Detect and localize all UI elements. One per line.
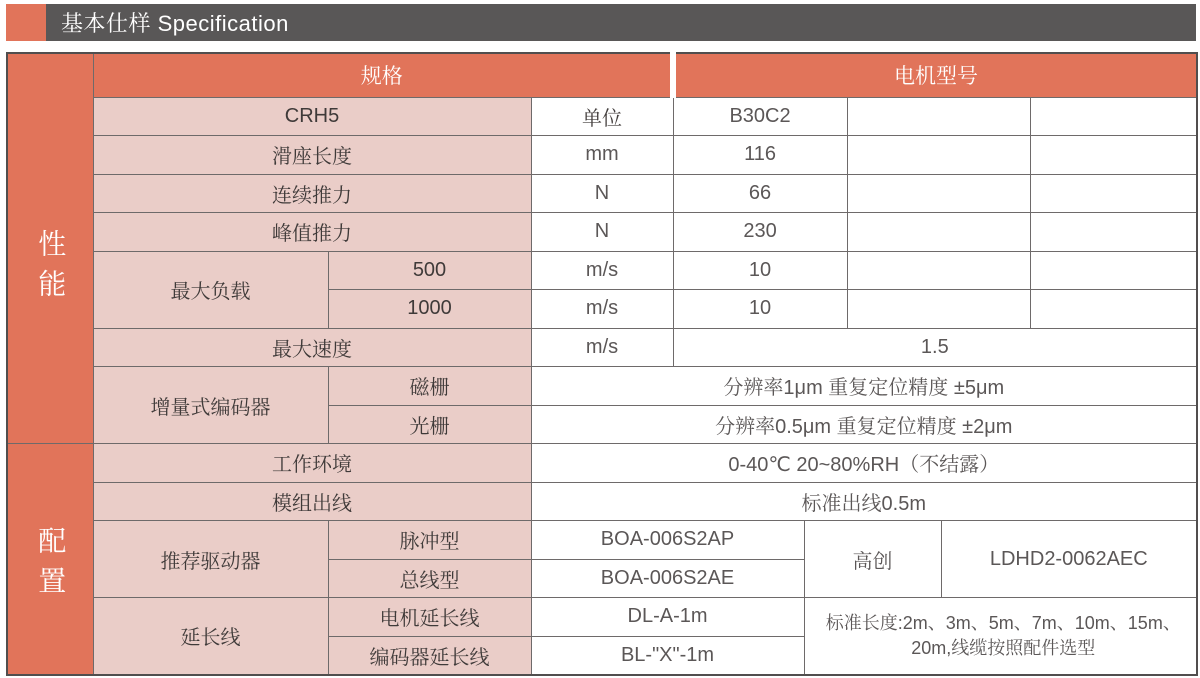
row-label-driver: 推荐驱动器 (93, 521, 328, 598)
section-header (6, 4, 1196, 41)
row-label-module-cable: 模组出线 (93, 482, 531, 521)
unit-cell: m/s (531, 251, 673, 290)
configuration-band-label: 配置 (35, 526, 67, 607)
sub-label-encoder-extension: 编码器延长线 (328, 636, 531, 675)
empty-cell (847, 97, 1030, 136)
empty-cell (847, 174, 1030, 213)
value-cell: 66 (673, 174, 847, 213)
row-label-extension: 延长线 (93, 598, 328, 675)
accent-square (6, 4, 46, 41)
col-header-motor-model: 电机型号 (673, 53, 1197, 97)
driver-brand-model-cell: LDHD2-0062AEC (941, 521, 1197, 598)
value-cell: 10 (673, 290, 847, 329)
row-label-continuous-thrust: 连续推力 (93, 174, 531, 213)
unit-cell: m/s (531, 328, 673, 367)
value-cell: 标准出线0.5m (531, 482, 1197, 521)
sub-label-pulse-type: 脉冲型 (328, 521, 531, 560)
page-title: 基本仕样 Specification (61, 11, 289, 36)
empty-cell (1030, 97, 1197, 136)
value-cell: 116 (673, 136, 847, 175)
model-value-cell: B30C2 (673, 97, 847, 136)
value-cell: 10 (673, 251, 847, 290)
value-cell: BOA-006S2AE (531, 559, 804, 598)
driver-brand-cell: 高创 (804, 521, 941, 598)
section-title-bar (46, 4, 1196, 41)
unit-header-cell: 单位 (531, 97, 673, 136)
value-cell: BL-"X"-1m (531, 636, 804, 675)
row-group-performance (7, 53, 93, 444)
sub-label-optical-scale: 光栅 (328, 405, 531, 444)
value-cell: 分辨率0.5μm 重复定位精度 ±2μm (531, 405, 1197, 444)
sub-label-motor-extension: 电机延长线 (328, 598, 531, 637)
extension-note-cell: 标准长度:2m、3m、5m、7m、10m、15m、20m,线缆按照配件选型 (804, 598, 1197, 675)
col-header-spec: 规格 (93, 53, 673, 97)
value-cell: 0-40℃ 20~80%RH（不结露） (531, 444, 1197, 483)
empty-cell (1030, 136, 1197, 175)
row-label-encoder: 增量式编码器 (93, 367, 328, 444)
row-label-environment: 工作环境 (93, 444, 531, 483)
row-label-max-load: 最大负载 (93, 251, 328, 328)
unit-cell: N (531, 213, 673, 252)
empty-cell (1030, 174, 1197, 213)
value-cell: 1.5 (673, 328, 1197, 367)
row-group-configuration (7, 444, 93, 675)
row-label-slider-length: 滑座长度 (93, 136, 531, 175)
value-cell: BOA-006S2AP (531, 521, 804, 560)
empty-cell (1030, 213, 1197, 252)
row-label-peak-thrust: 峰值推力 (93, 213, 531, 252)
unit-cell: m/s (531, 290, 673, 329)
sub-label-500: 500 (328, 251, 531, 290)
empty-cell (1030, 290, 1197, 329)
performance-band-label: 性能 (35, 229, 67, 309)
row-label-series: CRH5 (93, 97, 531, 136)
value-cell: 230 (673, 213, 847, 252)
sub-label-1000: 1000 (328, 290, 531, 329)
sub-label-bus-type: 总线型 (328, 559, 531, 598)
empty-cell (1030, 251, 1197, 290)
value-cell: DL-A-1m (531, 598, 804, 637)
empty-cell (847, 136, 1030, 175)
unit-cell: N (531, 174, 673, 213)
empty-cell (847, 290, 1030, 329)
row-label-max-speed: 最大速度 (93, 328, 531, 367)
empty-cell (847, 213, 1030, 252)
value-cell: 分辨率1μm 重复定位精度 ±5μm (531, 367, 1197, 406)
specification-table (6, 52, 1198, 676)
empty-cell (847, 251, 1030, 290)
sub-label-magnetic-scale: 磁栅 (328, 367, 531, 406)
unit-cell: mm (531, 136, 673, 175)
